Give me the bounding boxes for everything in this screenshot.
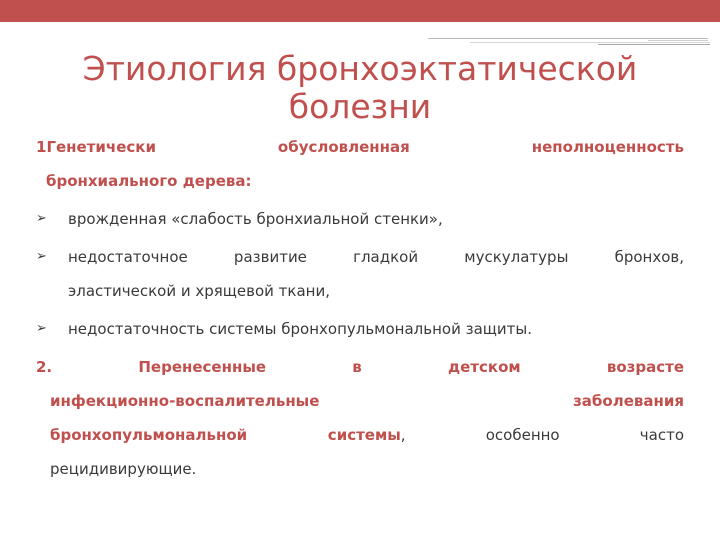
top-accent-bar — [0, 0, 720, 22]
arrow-bullet-icon: ➢ — [36, 321, 47, 336]
list-item — [36, 202, 684, 236]
slide-body — [36, 130, 684, 486]
bullet-text: недостаточность системы бронхопульмональной защиты. — [68, 320, 532, 338]
point-2-line-4: рецидивирующие. — [50, 460, 197, 478]
decorative-line — [470, 42, 710, 43]
decorative-line — [648, 40, 708, 41]
bullet-text: врожденная «слабость бронхиальной стенки», — [68, 210, 443, 228]
point-1-number: 1 — [36, 138, 47, 156]
bullet-text: недостаточное развитие гладкой мускулатуры бронхов, — [68, 248, 684, 266]
point-2-line-2: инфекционно-воспалительные заболевания — [50, 392, 684, 410]
point-2-line-3 — [36, 418, 684, 452]
arrow-bullet-icon: ➢ — [36, 211, 47, 226]
arrow-bullet-icon: ➢ — [36, 249, 47, 264]
decorative-line — [428, 38, 708, 39]
slide-title: Этиология бронхоэктатической болезни — [82, 49, 638, 126]
point-2-rest-text: , особенно часто — [400, 426, 684, 444]
list-item — [36, 312, 684, 346]
list-item — [36, 240, 684, 308]
point-1-line-1: Генетически обусловленная неполноценность — [46, 138, 684, 156]
point-1-line-2: бронхиального дерева: — [46, 172, 252, 190]
point-2-bold-text: бронхопульмональной системы — [50, 426, 401, 444]
point-2-line-1: 2. Перенесенные в детском возрасте — [36, 358, 684, 376]
bullet-text-continued: эластической и хрящевой ткани, — [68, 282, 330, 300]
point-1-heading — [36, 130, 684, 164]
decorative-line — [598, 44, 710, 45]
